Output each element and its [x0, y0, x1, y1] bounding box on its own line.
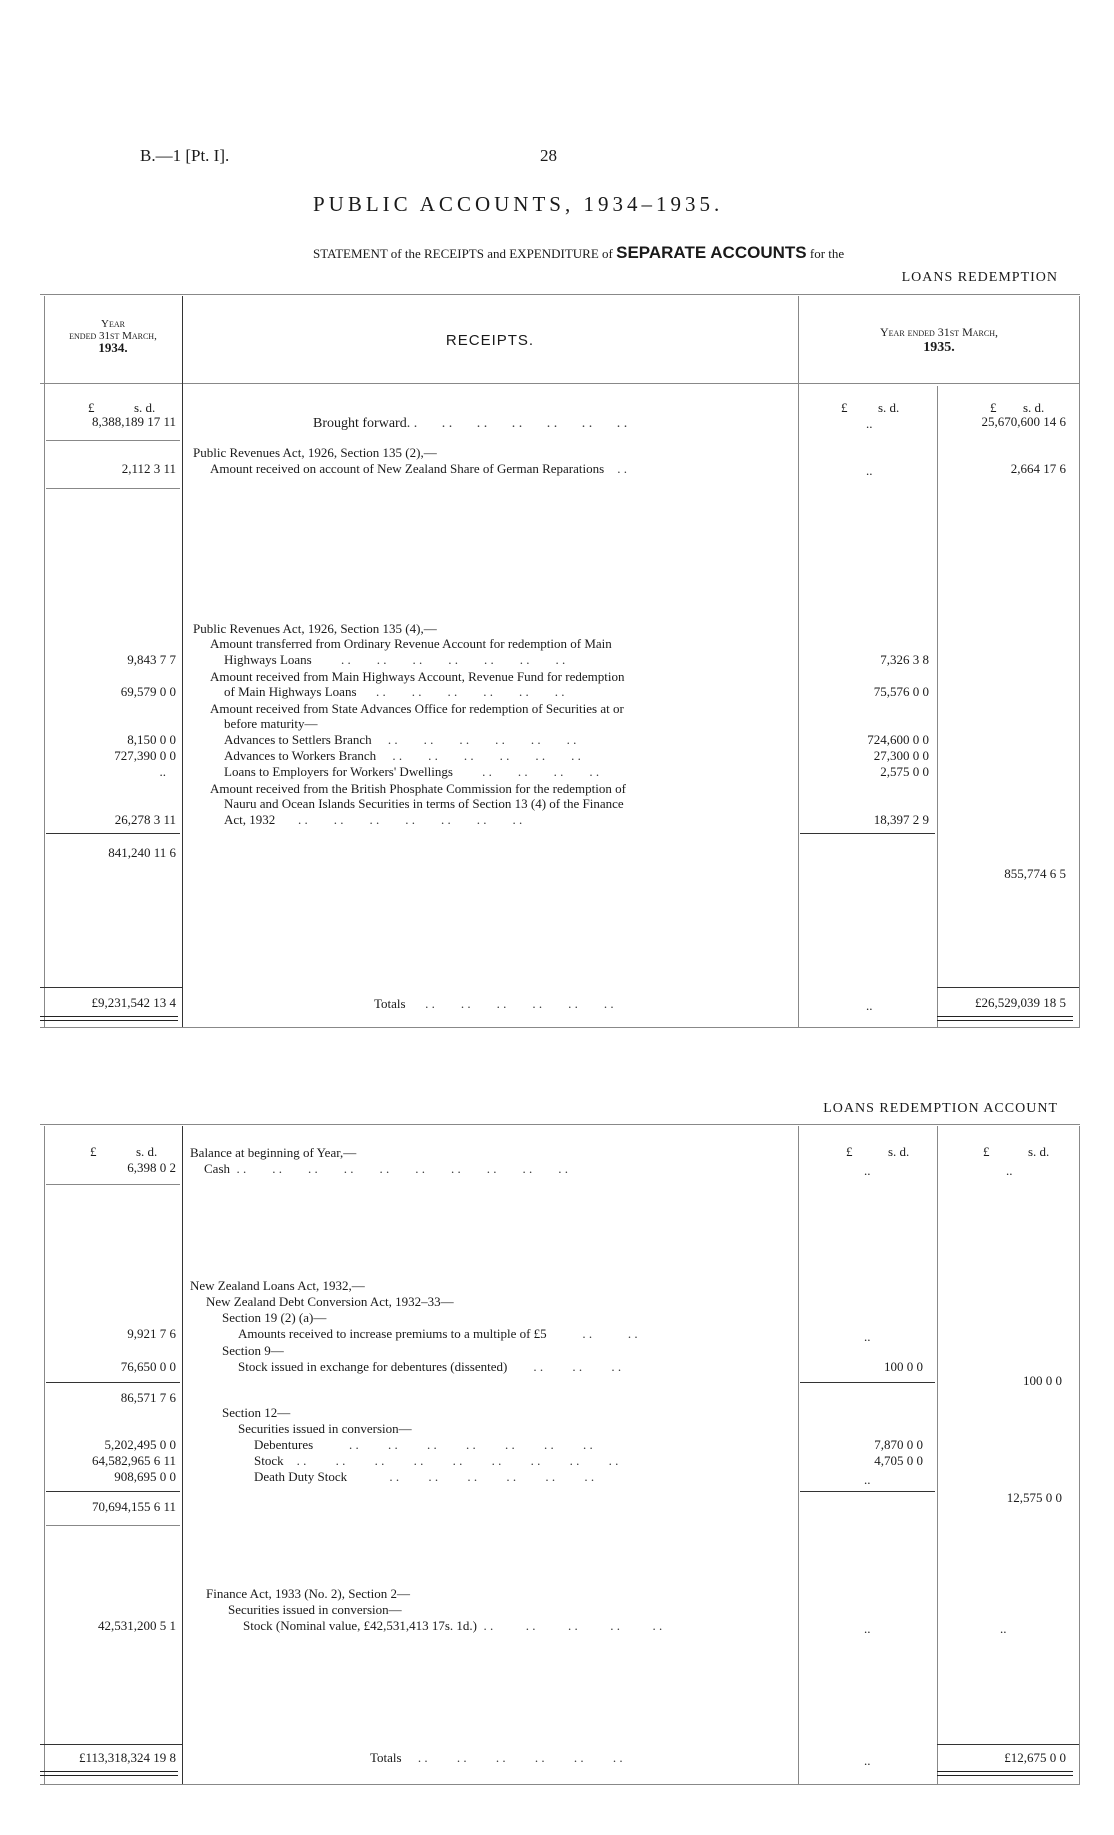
- bottom-left-border: [44, 1126, 45, 1784]
- year-prev-header-l2: ended 31st March,: [69, 330, 157, 342]
- cash-curr-a: ..: [864, 1163, 871, 1178]
- year-curr-header: [800, 325, 1078, 355]
- receipts-header: RECEIPTS.: [445, 332, 535, 349]
- ordinary-curr: 7,326 3 8: [880, 652, 929, 667]
- brought-forward-curr-a: ..: [866, 416, 873, 431]
- year-prev-header-l3: 1934.: [98, 340, 128, 355]
- rule-sub2-curr: [800, 1491, 935, 1492]
- pra-135-2-prev: 2,112 3 11: [121, 461, 176, 476]
- document-reference: B.—1 [Pt. I].: [140, 146, 230, 165]
- pra-135-4-heading: Public Revenues Act, 1926, Section 135 (4),—: [193, 621, 437, 636]
- death-duty-prev: 908,695 0 0: [114, 1469, 176, 1484]
- totals-prev: £9,231,542 13 4: [91, 995, 176, 1010]
- workers-prev: 727,390 0 0: [114, 748, 176, 763]
- account-name-top: LOANS REDEMPTION: [901, 270, 1058, 285]
- b-currency-pound-curr-a: £: [846, 1144, 853, 1159]
- bottom-col-divider-3: [937, 1126, 938, 1784]
- ordinary-line2: Highways Loans . . . . . . . . . . . . . .: [224, 652, 566, 667]
- b-currency-sd-curr-b: s. d.: [1028, 1144, 1050, 1159]
- stock-label-text: Stock: [254, 1453, 284, 1468]
- b-totals-label-text: Totals: [370, 1750, 402, 1765]
- b-totals-prev: £113,318,324 19 8: [78, 1750, 176, 1765]
- rule-bf-prev: [46, 440, 180, 441]
- sub1-prev: 86,571 7 6: [120, 1390, 176, 1405]
- settlers-label: Advances to Settlers Branch . . . . . . . . . . . .: [224, 732, 577, 747]
- debentures-prev: 5,202,495 0 0: [104, 1437, 176, 1452]
- pra-135-2-heading: Public Revenues Act, 1926, Section 135 (2),—: [193, 445, 437, 460]
- employers-label: Loans to Employers for Workers' Dwellings . . . . . . . .: [224, 764, 600, 779]
- phosphate-line2: Nauru and Ocean Islands Securities in terms of Section 13 (4) of the Finance: [224, 796, 624, 811]
- year-prev-header-l1: Year: [101, 318, 125, 330]
- ordinary-line1: Amount transferred from Ordinary Revenue Account for redemption of Main: [210, 636, 612, 651]
- rule-sub1-curr: [800, 1382, 935, 1383]
- mainhw-line2: of Main Highways Loans . . . . . . . . . . . .: [224, 684, 565, 699]
- cash-label: Cash . . . . . . . . . . . . . . . . . . . .: [204, 1161, 568, 1176]
- currency-pound-curr-a: £: [841, 400, 848, 415]
- debentures-label: Debentures . . . . . . . . . . . . . .: [254, 1437, 593, 1452]
- bottom-col-divider-2: [798, 1126, 799, 1784]
- settlers-curr: 724,600 0 0: [867, 732, 929, 747]
- totals-label: Totals . . . . . . . . . . . .: [374, 996, 614, 1011]
- rule-totals-bottom-prev: [40, 1744, 182, 1745]
- rule-sub2-prev: [46, 1491, 180, 1492]
- phosphate-curr: 18,397 2 9: [873, 812, 929, 827]
- rule-sub1-prev: [46, 1382, 180, 1383]
- mainhw-line2-text: of Main Highways Loans: [224, 684, 357, 699]
- currency-sd-curr-a: s. d.: [878, 400, 900, 415]
- premiums-label-text: Amounts received to increase premiums to a multiple of £5: [238, 1326, 547, 1341]
- rule-sub2b-prev: [46, 1525, 180, 1526]
- phosphate-line3-text: Act, 1932: [224, 812, 276, 827]
- totals-curr-b: £26,529,039 18 5: [975, 995, 1066, 1010]
- phosphate-line1: Amount received from the British Phosphate Commission for the redemption of: [210, 781, 626, 796]
- statement-bold: SEPARATE ACCOUNTS: [616, 243, 807, 262]
- workers-label: Advances to Workers Branch . . . . . . . . . . . .: [224, 748, 581, 763]
- subtotal-curr: 855,774 6 5: [1004, 866, 1066, 881]
- fin-stock-text: Stock (Nominal value, £42,531,413 17s. 1d.): [243, 1618, 477, 1633]
- top-header-rule: [40, 383, 1080, 384]
- premiums-curr: ..: [864, 1329, 871, 1344]
- double-rule-bottom-curr: [937, 1771, 1073, 1776]
- double-rule-top-curr: [937, 1016, 1073, 1021]
- b-totals-curr-a: ..: [864, 1753, 871, 1768]
- sic-heading: Securities issued in conversion—: [238, 1421, 412, 1436]
- sub2-curr: 12,575 0 0: [1006, 1490, 1062, 1505]
- bottom-table-bottom-rule: [40, 1784, 1080, 1785]
- stock-curr: 4,705 0 0: [874, 1453, 923, 1468]
- debentures-curr: 7,870 0 0: [874, 1437, 923, 1452]
- stock-dissented-text: Stock issued in exchange for debentures (dissented): [238, 1359, 508, 1374]
- s9-heading: Section 9—: [222, 1343, 284, 1358]
- brought-forward-label: Brought forward. . . . . . . . . . . . . .: [313, 416, 628, 431]
- stock-dissented-label: Stock issued in exchange for debentures (dissented) . . . . . .: [238, 1359, 622, 1374]
- nzdca-heading: New Zealand Debt Conversion Act, 1932–33—: [206, 1294, 454, 1309]
- currency-sd-curr-b: s. d.: [1023, 400, 1045, 415]
- top-right-border: [1079, 296, 1080, 1028]
- bottom-table-rule: [40, 1124, 1080, 1125]
- stock-label: Stock . . . . . . . . . . . . . . . . . .: [254, 1453, 619, 1468]
- statement-line: [313, 243, 844, 263]
- statement-pre: STATEMENT of the RECEIPTS and EXPENDITURE of: [313, 246, 613, 261]
- fin-sic-heading: Securities issued in conversion—: [228, 1602, 402, 1617]
- year-curr-header-l2: 1935.: [923, 340, 955, 355]
- double-rule-bottom-prev: [40, 1771, 178, 1776]
- totals-label-text: Totals: [374, 996, 406, 1011]
- stock-prev: 64,582,965 6 11: [91, 1453, 176, 1468]
- b-currency-sd-prev: s. d.: [136, 1144, 158, 1159]
- page-number: 28: [540, 146, 557, 165]
- year-prev-header: [46, 318, 180, 354]
- phosphate-prev: 26,278 3 11: [114, 812, 176, 827]
- subtotal-prev: 841,240 11 6: [108, 845, 176, 860]
- stock-dissented-prev: 76,650 0 0: [120, 1359, 176, 1374]
- ordinary-line2-text: Highways Loans: [224, 652, 312, 667]
- b-currency-sd-curr-a: s. d.: [888, 1144, 910, 1159]
- currency-pound-curr-b: £: [990, 400, 997, 415]
- top-col-divider-2: [798, 296, 799, 1028]
- top-table-rule: [40, 294, 1080, 295]
- rule-pra2-prev: [46, 488, 180, 489]
- rule-sub-curr: [800, 833, 935, 834]
- workers-curr: 27,300 0 0: [873, 748, 929, 763]
- double-rule-top-prev: [40, 1016, 178, 1021]
- main-title: PUBLIC ACCOUNTS, 1934–1935.: [313, 192, 724, 216]
- death-duty-curr: ..: [864, 1472, 871, 1487]
- top-col-divider-1: [182, 296, 183, 1028]
- sub1-curr: 100 0 0: [1023, 1373, 1062, 1388]
- employers-prev: ..: [159, 764, 166, 779]
- rule-totals-top-curr: [937, 987, 1079, 988]
- pra-135-2-item-text: Amount received on account of New Zealand Share of German Reparations: [210, 461, 605, 476]
- totals-curr-a: ..: [866, 998, 873, 1013]
- rule-totals-top-prev: [40, 987, 182, 988]
- cash-prev: 6,398 0 2: [127, 1160, 176, 1175]
- brought-forward-curr-b: 25,670,600 14 6: [981, 414, 1066, 429]
- fin-stock-curr-a: ..: [864, 1621, 871, 1636]
- sao-line2: before maturity—: [224, 716, 318, 731]
- debentures-label-text: Debentures: [254, 1437, 314, 1452]
- b-currency-pound-curr-b: £: [983, 1144, 990, 1159]
- statement-post: for the: [809, 246, 845, 261]
- settlers-label-text: Advances to Settlers Branch: [224, 732, 372, 747]
- balance-heading: Balance at beginning of Year,—: [190, 1145, 357, 1160]
- s19-heading: Section 19 (2) (a)—: [222, 1310, 327, 1325]
- nzla-heading: New Zealand Loans Act, 1932,—: [190, 1278, 365, 1293]
- mainhw-line1: Amount received from Main Highways Account, Revenue Fund for redemption: [210, 669, 625, 684]
- pra-135-2-item: Amount received on account of New Zealand Share of German Reparations . .: [210, 461, 627, 476]
- brought-forward-prev: 8,388,189 17 11: [91, 414, 176, 429]
- death-duty-text: Death Duty Stock: [254, 1469, 348, 1484]
- brought-forward-text: Brought forward: [313, 416, 407, 431]
- cash-label-text: Cash: [204, 1161, 230, 1176]
- top-col-divider-3: [937, 386, 938, 1028]
- cash-curr-b: ..: [1006, 1163, 1013, 1178]
- ordinary-prev: 9,843 7 7: [127, 652, 176, 667]
- premiums-label: Amounts received to increase premiums to a multiple of £5 . . . .: [238, 1326, 638, 1341]
- employers-curr: 2,575 0 0: [880, 764, 929, 779]
- premiums-prev: 9,921 7 6: [127, 1326, 176, 1341]
- sub2-prev: 70,694,155 6 11: [91, 1499, 176, 1514]
- s12-heading: Section 12—: [222, 1405, 291, 1420]
- employers-label-text: Loans to Employers for Workers' Dwellings: [224, 764, 453, 779]
- fin-stock-prev: 42,531,200 5 1: [98, 1618, 176, 1633]
- rule-cash-prev: [46, 1184, 180, 1185]
- fin-stock-label: Stock (Nominal value, £42,531,413 17s. 1d.) . . . . . . . . . .: [243, 1618, 663, 1633]
- workers-label-text: Advances to Workers Branch: [224, 748, 377, 763]
- settlers-prev: 8,150 0 0: [127, 732, 176, 747]
- death-duty-label: Death Duty Stock . . . . . . . . . . . .: [254, 1469, 595, 1484]
- b-currency-pound-prev: £: [90, 1144, 97, 1159]
- b-totals-curr-b: £12,675 0 0: [1004, 1750, 1066, 1765]
- pra-135-2-curr-b: 2,664 17 6: [1010, 461, 1066, 476]
- currency-sd-prev: s. d.: [134, 400, 156, 415]
- top-left-border: [44, 296, 45, 1028]
- top-table-bottom-rule: [40, 1027, 1080, 1028]
- mainhw-prev: 69,579 0 0: [120, 684, 176, 699]
- stock-dissented-curr: 100 0 0: [884, 1359, 923, 1374]
- account-name-bottom: LOANS REDEMPTION ACCOUNT: [823, 1101, 1058, 1116]
- currency-pound-prev: £: [88, 400, 95, 415]
- mainhw-curr: 75,576 0 0: [873, 684, 929, 699]
- rule-totals-bottom-curr: [937, 1744, 1079, 1745]
- fin-stock-curr-b: ..: [1000, 1621, 1007, 1636]
- year-curr-header-l1: Year ended 31st March,: [879, 325, 998, 339]
- b-totals-label: Totals . . . . . . . . . . . .: [370, 1750, 623, 1765]
- bottom-col-divider-1: [182, 1126, 183, 1784]
- sao-line1: Amount received from State Advances Office for redemption of Securities at or: [210, 701, 624, 716]
- bottom-right-border: [1079, 1126, 1080, 1784]
- phosphate-line3: Act, 1932 . . . . . . . . . . . . . .: [224, 812, 523, 827]
- finance-heading: Finance Act, 1933 (No. 2), Section 2—: [206, 1586, 410, 1601]
- rule-sub-prev: [46, 833, 180, 834]
- pra-135-2-curr-a: ..: [866, 463, 873, 478]
